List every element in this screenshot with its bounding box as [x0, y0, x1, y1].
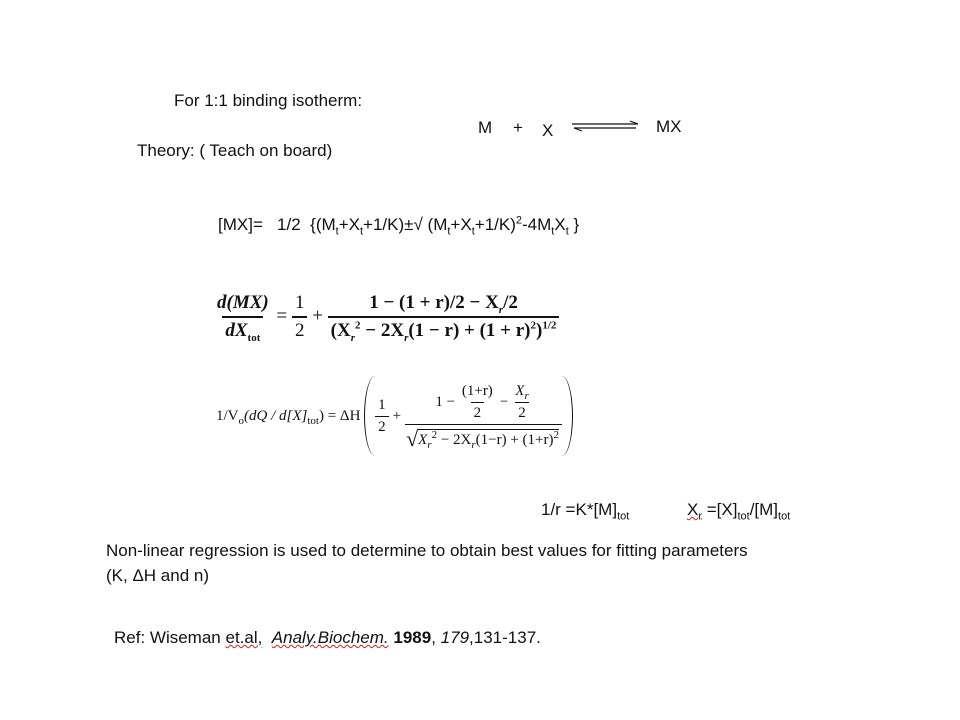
xr-sub: r	[698, 510, 703, 523]
dmx-one: 1	[294, 292, 305, 313]
heat-equation	[216, 376, 573, 456]
q-den-end: (1−r) + (1+r)	[475, 432, 554, 448]
regression-line-1: Non-linear regression is used to determine to obtain best values for fitting parameters	[106, 541, 748, 560]
mx-term: +X	[450, 215, 472, 234]
q-den-sub2: r	[471, 439, 476, 451]
ref-pages: ,131-137.	[469, 628, 541, 647]
mx-term: }	[568, 215, 580, 234]
mx-lhs: [MX]=	[218, 215, 263, 234]
q-main-fraction	[405, 383, 562, 449]
r-definition	[541, 500, 630, 523]
xr-text: X	[687, 500, 699, 519]
q-lhs-c: ) = ΔH	[318, 407, 361, 424]
reaction-m: M	[478, 118, 493, 137]
ref-journal: Analy.Biochem.	[271, 628, 389, 647]
q-lhs-b: (dQ / d[X]	[244, 407, 308, 424]
reaction-plus: +	[513, 118, 523, 137]
xr-def-sub3: tot	[778, 510, 791, 523]
dmx-rhs-den-sub2: r	[404, 331, 409, 344]
dmx-den-sub: tot	[247, 331, 261, 344]
q-num-minus: −	[499, 394, 509, 410]
q-lhs-sub2: tot	[307, 414, 319, 427]
theory-note: Theory: ( Teach on board)	[137, 141, 333, 160]
dmx-equation	[214, 292, 559, 342]
dmx-rhs-den-sub: r	[350, 331, 356, 344]
q-num-one: 1 −	[435, 394, 456, 410]
ref-volume: 179	[440, 628, 470, 647]
xr-def-text2: /[M]	[749, 500, 779, 519]
dmx-half-fraction	[292, 292, 308, 342]
mx-sub: t	[359, 225, 364, 238]
mx-term: +1/K)±√ (M	[363, 215, 448, 234]
xr-def-sub: tot	[737, 510, 750, 523]
ref-prefix: Ref: Wiseman	[114, 628, 226, 647]
dmx-rhs-den-close: )	[536, 320, 543, 341]
dmx-two: 2	[292, 316, 308, 342]
dmx-rhs-den-end: (1 − r) + (1 + r)	[408, 320, 531, 341]
mx-equation	[218, 214, 580, 238]
dmx-rhs-den-sup: 2	[355, 319, 361, 332]
q-two: 2	[375, 416, 389, 436]
xr-def-text: =[X]	[702, 500, 738, 519]
dmx-rhs-den-sup2: 2	[530, 319, 537, 332]
dmx-rhs-fraction	[328, 292, 560, 342]
xr-symbol	[687, 500, 703, 523]
q-lhs-sub: o	[238, 414, 244, 427]
r-def-sub: tot	[617, 510, 630, 523]
reaction-x: X	[542, 121, 554, 140]
mx-sub: t	[551, 225, 555, 238]
dmx-rhs-den: (X	[330, 320, 351, 341]
mx-sup: 2	[515, 214, 522, 227]
mx-term: {(M	[310, 215, 336, 234]
dmx-rhs-num-end: /2	[503, 292, 518, 313]
dmx-num: d(MX)	[217, 292, 269, 313]
mx-term: +X	[338, 215, 360, 234]
q-num-x-frac	[512, 383, 531, 422]
dmx-rhs-den-pow: 1/2	[542, 319, 557, 332]
dmx-rhs-den-mid: − 2X	[360, 320, 405, 341]
ref-etal: et.al,	[225, 628, 263, 647]
reference: Ref: Wiseman et.al, Analy.Biochem. 1989, 179,131-137.	[114, 628, 541, 647]
q-sqrt	[418, 429, 559, 449]
mx-sub: t	[335, 225, 339, 238]
reaction-product: MX	[656, 117, 682, 136]
dmx-rhs-num: 1 − (1 + r)/2 − X	[369, 292, 499, 313]
q-den-x: X	[418, 432, 428, 448]
mx-half: 1/2	[277, 215, 301, 234]
mx-sub: t	[565, 225, 569, 238]
q-half-fraction	[375, 397, 389, 436]
mx-term: -4M	[522, 215, 552, 234]
ref-year: 1989	[393, 628, 432, 647]
q-den-sub: r	[427, 439, 432, 451]
q-num-a: (1+r)	[461, 383, 493, 399]
xr-definition	[687, 500, 791, 523]
dmx-lhs-fraction	[214, 292, 272, 342]
heading: For 1:1 binding isotherm:	[174, 91, 363, 110]
mx-sub: t	[447, 225, 451, 238]
q-num-xr-sub: r	[524, 390, 529, 402]
q-den-sup: 2	[431, 429, 438, 441]
mx-term: +1/K)	[474, 215, 516, 234]
r-def-text: 1/r =K*[M]	[541, 500, 618, 519]
equilibrium-arrow-icon	[570, 120, 642, 132]
q-one: 1	[378, 396, 386, 413]
q-den-sup2: 2	[553, 429, 560, 441]
q-lhs-a: 1/V	[216, 407, 239, 424]
mx-sub: t	[471, 225, 475, 238]
q-num-a-frac	[459, 383, 496, 422]
q-plus: +	[392, 407, 402, 424]
q-den-rest: − 2X	[437, 432, 472, 448]
dmx-rhs-num-sub: r	[498, 303, 504, 316]
dmx-equals: =	[276, 305, 288, 327]
mx-term: X	[554, 215, 566, 234]
regression-line-2: (K, ΔH and n)	[106, 566, 210, 585]
q-num-two: 2	[471, 402, 485, 422]
q-num-two2: 2	[515, 402, 529, 422]
q-num-xr: X	[515, 383, 525, 399]
dmx-plus: +	[312, 305, 323, 327]
q-big-paren	[364, 376, 573, 456]
dmx-den: dX	[225, 320, 248, 341]
